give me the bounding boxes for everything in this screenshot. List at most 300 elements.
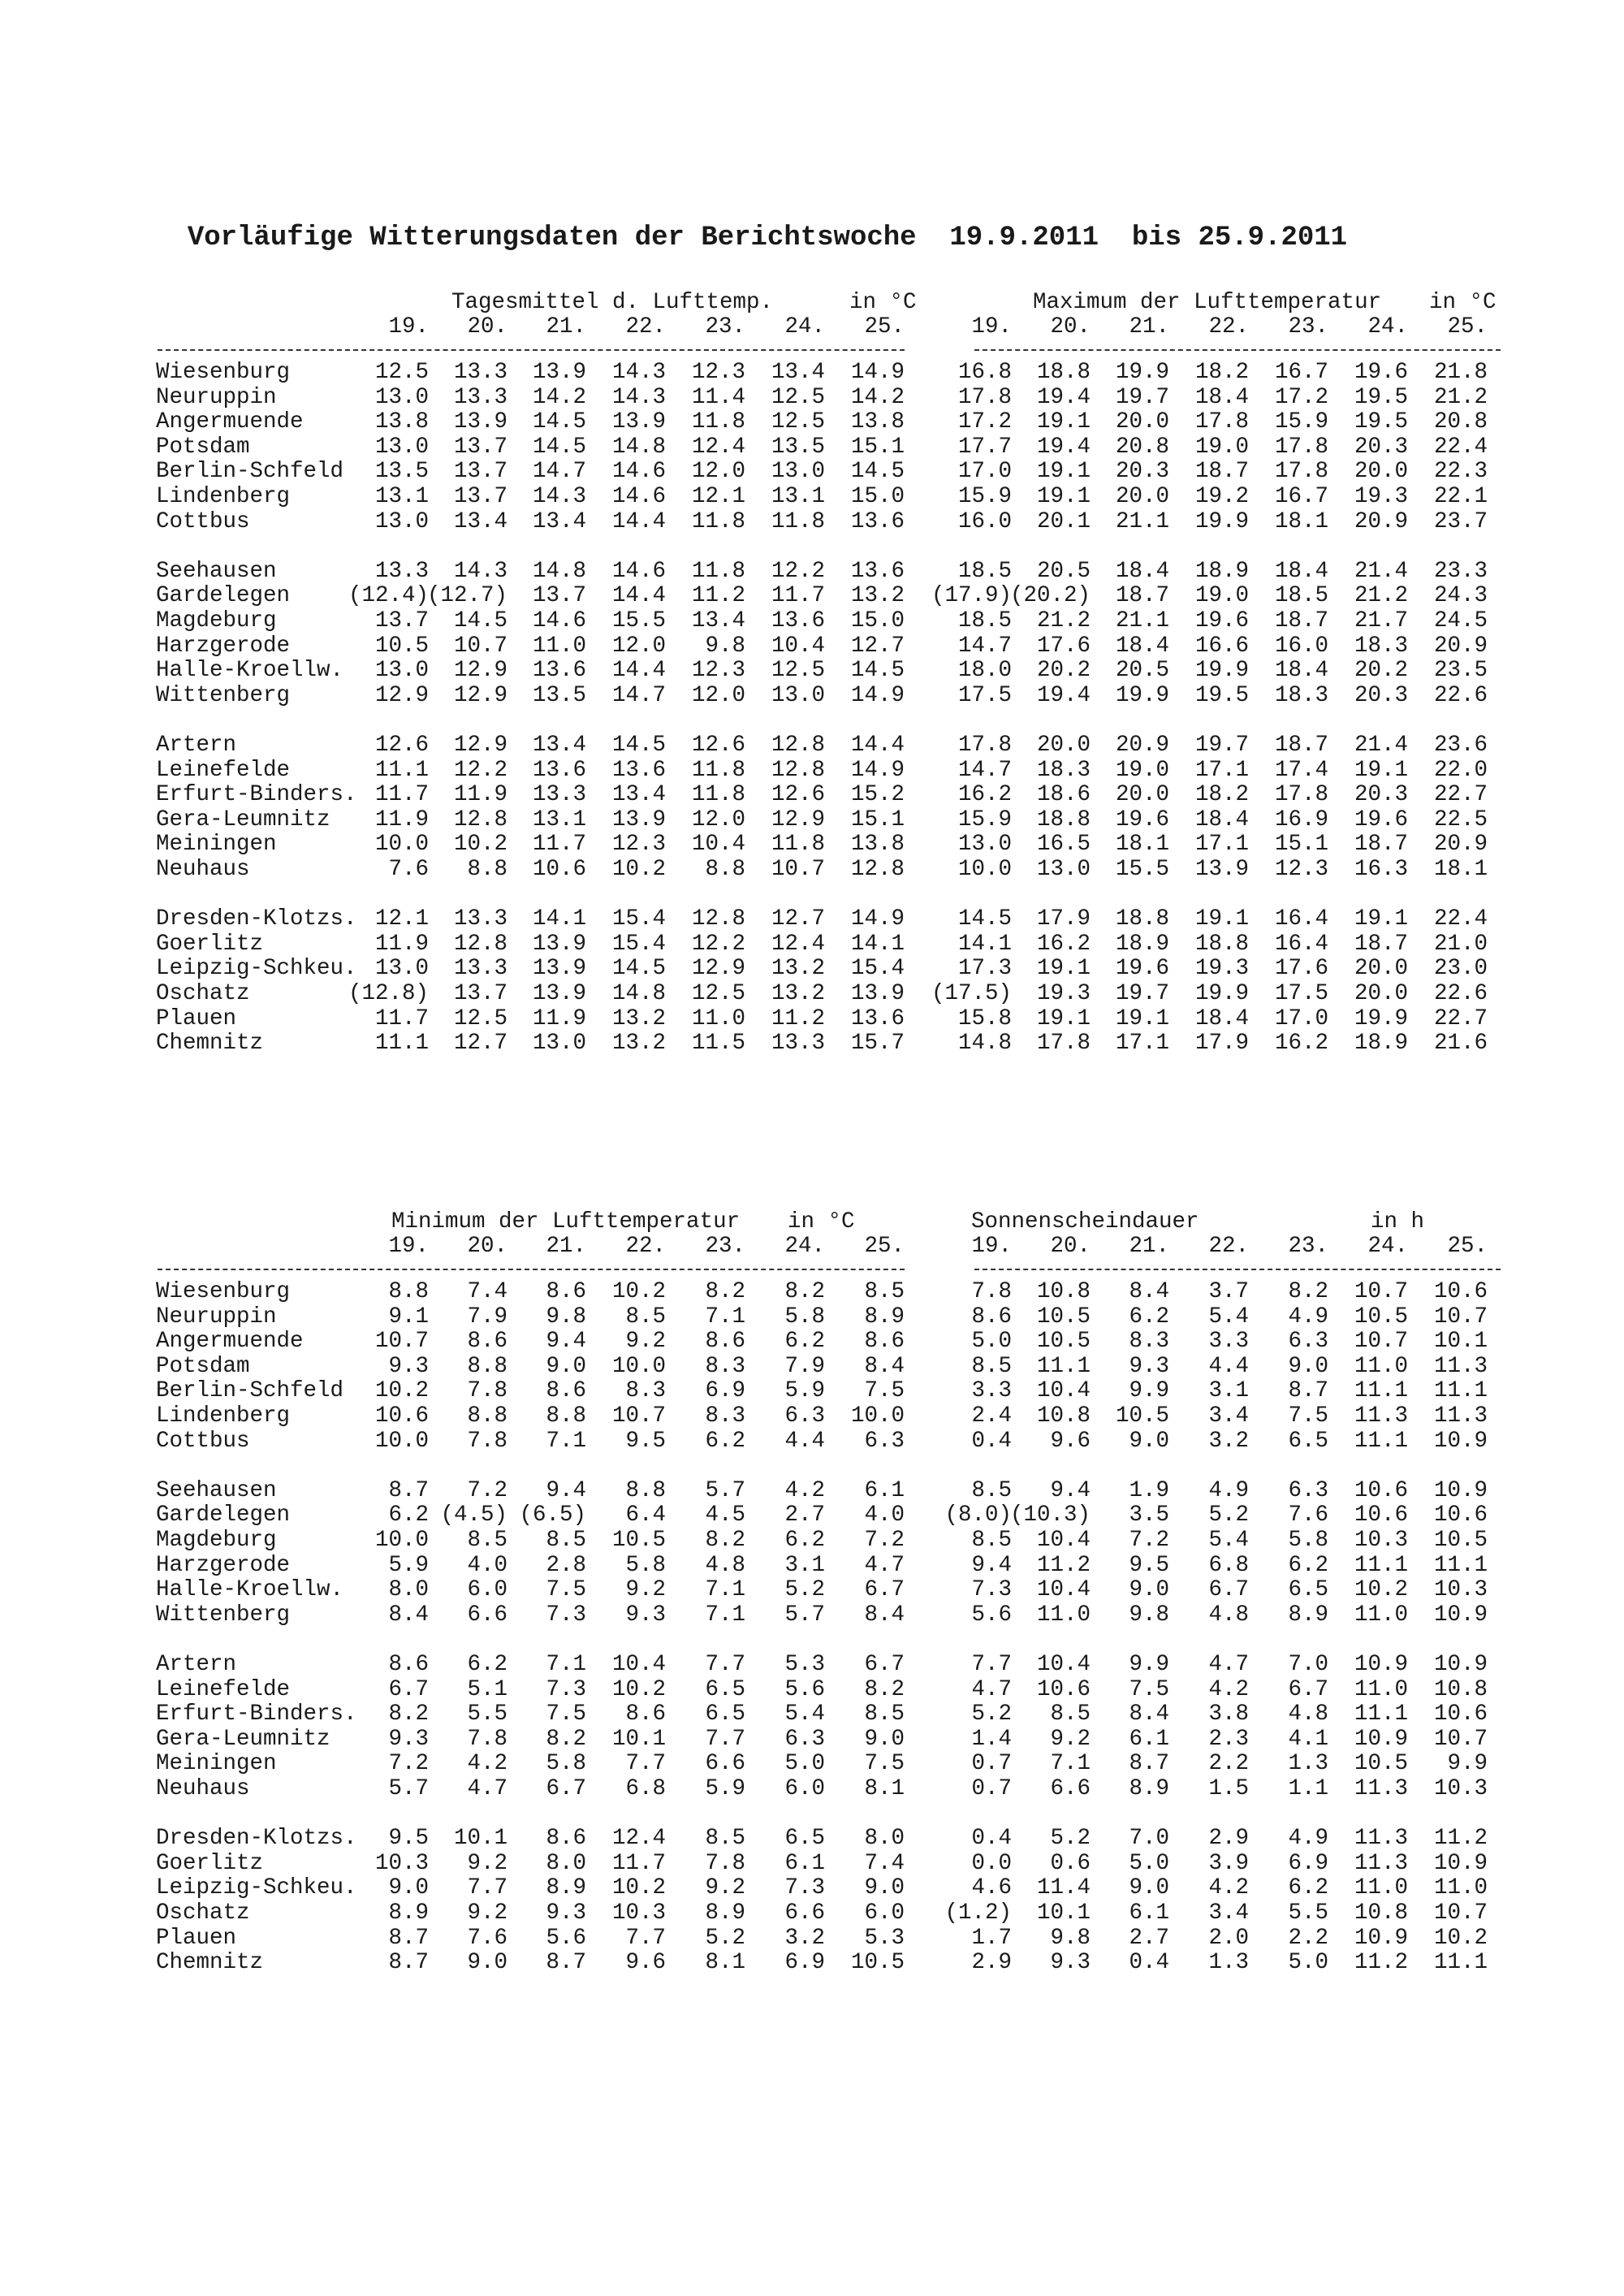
- value-cell: 9.3: [388, 1353, 429, 1379]
- station-name: Halle-Kroellw.: [156, 1577, 344, 1603]
- value-cell: 8.2: [1288, 1279, 1328, 1304]
- station-name: Gardelegen: [156, 583, 291, 609]
- value-cell: 6.2: [784, 1528, 825, 1553]
- value-cell: 10.1: [453, 1826, 508, 1852]
- value-cell: 11.3: [1433, 1353, 1488, 1379]
- value-cell: 11.9: [453, 782, 508, 808]
- value-cell: 5.6: [971, 1602, 1012, 1628]
- value-cell: 4.2: [1208, 1676, 1249, 1702]
- table-row: [0, 1554, 1624, 1578]
- value-cell: 12.0: [691, 682, 745, 708]
- value-cell: 22.3: [1433, 459, 1488, 485]
- value-cell: 14.5: [850, 459, 905, 485]
- value-cell: 6.2: [705, 1428, 745, 1454]
- value-cell: 10.5: [850, 1950, 905, 1976]
- value-cell: 11.5: [691, 1031, 745, 1057]
- value-cell: 6.5: [784, 1826, 825, 1852]
- value-cell: 11.8: [691, 508, 745, 534]
- value-cell: 10.9: [1354, 1726, 1408, 1752]
- table-row: [0, 783, 1624, 807]
- table-row: [0, 560, 1624, 584]
- value-cell: 7.4: [467, 1279, 508, 1304]
- value-cell: 9.0: [1129, 1577, 1169, 1603]
- value-cell: 8.5: [1050, 1701, 1091, 1727]
- left-section-title: Minimum der Lufttemperatur: [391, 1209, 741, 1234]
- value-cell: 19.4: [1036, 682, 1091, 708]
- value-cell: 8.6: [864, 1329, 905, 1355]
- table-row: [0, 1752, 1624, 1776]
- value-cell: 5.7: [784, 1602, 825, 1628]
- value-cell: 17.8: [1274, 459, 1328, 485]
- day-label: 20.: [1050, 314, 1091, 339]
- right-section-unit: in °C: [1429, 290, 1497, 315]
- value-cell: 4.2: [467, 1751, 508, 1777]
- value-cell: 11.3: [1433, 1403, 1488, 1429]
- value-cell: 4.4: [1208, 1353, 1249, 1379]
- value-cell: 20.1: [1036, 508, 1091, 534]
- value-cell: 3.1: [784, 1552, 825, 1578]
- value-cell: 12.2: [771, 558, 825, 584]
- value-cell: 10.4: [1036, 1652, 1091, 1677]
- value-cell: 1.9: [1129, 1477, 1169, 1503]
- value-cell: 2.0: [1208, 1925, 1249, 1951]
- value-cell: 12.1: [691, 484, 745, 509]
- value-cell: 21.2: [1354, 583, 1408, 609]
- value-cell: 7.7: [705, 1726, 745, 1752]
- table-row: [0, 957, 1624, 981]
- value-cell: 6.8: [625, 1776, 666, 1801]
- value-cell: 8.1: [705, 1950, 745, 1976]
- value-cell: 10.2: [611, 1279, 666, 1304]
- value-cell: 12.7: [850, 633, 905, 659]
- value-cell: 6.9: [1288, 1850, 1328, 1876]
- table-row: [0, 907, 1624, 932]
- value-cell: 3.3: [971, 1378, 1012, 1404]
- value-cell: 11.8: [691, 757, 745, 783]
- value-cell: 22.4: [1433, 906, 1488, 932]
- day-label: 21.: [1129, 1234, 1169, 1259]
- value-cell: 3.1: [1208, 1378, 1249, 1404]
- value-cell: 14.9: [850, 906, 905, 932]
- station-name: Angermuende: [156, 409, 304, 435]
- value-cell: 13.5: [532, 682, 586, 708]
- value-cell: 10.9: [1433, 1477, 1488, 1503]
- value-cell: 20.5: [1115, 658, 1169, 684]
- value-cell: 18.4: [1194, 384, 1249, 410]
- value-cell: 11.0: [691, 1005, 745, 1031]
- value-cell: 5.9: [705, 1776, 745, 1801]
- value-cell: 3.5: [1129, 1503, 1169, 1529]
- station-name: Lindenberg: [156, 1403, 291, 1429]
- value-cell: 8.6: [388, 1652, 429, 1677]
- value-cell: 9.4: [546, 1329, 586, 1355]
- value-cell: 2.3: [1208, 1726, 1249, 1752]
- value-cell: 11.4: [691, 384, 745, 410]
- value-cell: 14.9: [850, 682, 905, 708]
- value-cell: 20.0: [1354, 459, 1408, 485]
- value-cell: 8.8: [467, 1353, 508, 1379]
- value-cell: 10.3: [611, 1900, 666, 1926]
- table-row: [0, 1280, 1624, 1304]
- value-cell: 7.9: [784, 1353, 825, 1379]
- value-cell: 8.9: [705, 1900, 745, 1926]
- value-cell: 10.2: [1433, 1925, 1488, 1951]
- value-cell: 8.0: [388, 1577, 429, 1603]
- value-cell: 19.9: [1194, 508, 1249, 534]
- value-cell: 10.7: [1354, 1279, 1408, 1304]
- value-cell: 10.8: [1036, 1279, 1091, 1304]
- value-cell: 8.5: [864, 1701, 905, 1727]
- value-cell: 13.6: [532, 757, 586, 783]
- value-cell: 8.2: [388, 1701, 429, 1727]
- value-cell: 20.5: [1036, 558, 1091, 584]
- table-row: [0, 684, 1624, 708]
- value-cell: 18.4: [1274, 558, 1328, 584]
- value-cell: 19.1: [1036, 956, 1091, 982]
- value-cell: 18.9: [1354, 1031, 1408, 1057]
- value-cell: 14.1: [850, 931, 905, 957]
- value-cell: 17.4: [1274, 757, 1328, 783]
- value-cell: 12.3: [611, 832, 666, 858]
- value-cell: 16.5: [1036, 832, 1091, 858]
- value-cell: 8.5: [467, 1528, 508, 1553]
- value-cell: 10.5: [1115, 1403, 1169, 1429]
- value-cell: 7.7: [467, 1875, 508, 1901]
- value-cell: 8.9: [388, 1900, 429, 1926]
- table-row: [0, 1429, 1624, 1454]
- value-cell: 17.6: [1036, 633, 1091, 659]
- value-cell: 5.0: [784, 1751, 825, 1777]
- station-name: Meiningen: [156, 832, 277, 858]
- value-cell: 3.4: [1208, 1900, 1249, 1926]
- value-cell: 0.7: [971, 1751, 1012, 1777]
- value-cell: 14.5: [532, 409, 586, 435]
- value-cell: 3.7: [1208, 1279, 1249, 1304]
- station-name: Goerlitz: [156, 1850, 264, 1876]
- value-cell: 12.8: [453, 806, 508, 832]
- station-name: Wiesenburg: [156, 1279, 291, 1304]
- value-cell: 4.9: [1288, 1304, 1328, 1330]
- value-cell: 14.7: [957, 633, 1012, 659]
- value-cell: 9.2: [705, 1875, 745, 1901]
- station-name: Plauen: [156, 1925, 237, 1951]
- day-label: 23.: [1288, 1234, 1328, 1259]
- station-name: Oschatz: [156, 981, 250, 1006]
- station-name: Chemnitz: [156, 1031, 264, 1057]
- value-cell: 13.3: [771, 1031, 825, 1057]
- value-cell: 19.1: [1354, 757, 1408, 783]
- station-name: Oschatz: [156, 1900, 250, 1926]
- value-cell: 6.7: [1208, 1577, 1249, 1603]
- value-cell: 13.3: [453, 956, 508, 982]
- value-cell: 7.7: [705, 1652, 745, 1677]
- value-cell: 18.1: [1115, 832, 1169, 858]
- table-row: [0, 1007, 1624, 1031]
- day-label: 25.: [864, 1234, 905, 1259]
- value-cell: 10.5: [611, 1528, 666, 1553]
- value-cell: 6.7: [546, 1776, 586, 1801]
- value-cell: 9.0: [388, 1875, 429, 1901]
- value-cell: 11.0: [532, 633, 586, 659]
- value-cell: 5.8: [546, 1751, 586, 1777]
- value-cell: 11.7: [374, 782, 429, 808]
- table-row: [0, 1727, 1624, 1752]
- value-cell: 12.6: [374, 733, 429, 758]
- value-cell: 19.4: [1036, 434, 1091, 460]
- station-name: Wiesenburg: [156, 360, 291, 385]
- value-cell: 11.8: [691, 782, 745, 808]
- value-cell: 10.4: [1036, 1577, 1091, 1603]
- table-row: [0, 584, 1624, 608]
- value-cell: 19.1: [1036, 459, 1091, 485]
- value-cell: 7.5: [1288, 1403, 1328, 1429]
- value-cell: 21.4: [1354, 558, 1408, 584]
- table-row: [0, 733, 1624, 758]
- value-cell: (10.3): [1009, 1503, 1091, 1529]
- value-cell: 18.7: [1194, 459, 1249, 485]
- value-cell: 8.9: [1288, 1602, 1328, 1628]
- value-cell: 8.4: [864, 1602, 905, 1628]
- value-cell: 10.2: [611, 1875, 666, 1901]
- value-cell: 13.9: [611, 806, 666, 832]
- value-cell: 5.9: [784, 1378, 825, 1404]
- value-cell: 11.0: [1354, 1353, 1408, 1379]
- value-cell: 10.0: [374, 1428, 429, 1454]
- value-cell: 11.2: [1036, 1552, 1091, 1578]
- day-label: 25.: [864, 314, 905, 339]
- value-cell: 2.4: [971, 1403, 1012, 1429]
- table-row: [0, 759, 1624, 783]
- value-cell: 18.6: [1036, 782, 1091, 808]
- value-cell: 5.5: [467, 1701, 508, 1727]
- value-cell: 12.3: [691, 360, 745, 385]
- value-cell: 10.9: [1354, 1925, 1408, 1951]
- value-cell: 12.5: [374, 360, 429, 385]
- station-name: Erfurt-Binders.: [156, 782, 357, 808]
- value-cell: 8.6: [625, 1701, 666, 1727]
- value-cell: 12.4: [611, 1826, 666, 1852]
- value-cell: 9.9: [1129, 1378, 1169, 1404]
- value-cell: 17.2: [1274, 384, 1328, 410]
- table-row: [0, 858, 1624, 882]
- value-cell: 1.3: [1208, 1950, 1249, 1976]
- table-row: [0, 1529, 1624, 1553]
- value-cell: 14.5: [611, 956, 666, 982]
- value-cell: 8.8: [546, 1403, 586, 1429]
- value-cell: 8.3: [705, 1403, 745, 1429]
- table-row: [0, 1777, 1624, 1801]
- value-cell: 10.6: [1433, 1701, 1488, 1727]
- station-name: Neuruppin: [156, 384, 277, 410]
- value-cell: 11.7: [374, 1005, 429, 1031]
- value-cell: 9.9: [1129, 1652, 1169, 1677]
- value-cell: 10.8: [1354, 1900, 1408, 1926]
- right-section-title: Maximum der Lufttemperatur: [1033, 290, 1382, 315]
- value-cell: 15.7: [850, 1031, 905, 1057]
- title-text: Vorläufige Witterungsdaten der Berichtswoche: [187, 223, 917, 253]
- value-cell: 7.3: [546, 1676, 586, 1702]
- value-cell: 10.0: [957, 857, 1012, 882]
- value-cell: 10.2: [611, 857, 666, 882]
- day-label: 22.: [1208, 1234, 1249, 1259]
- value-cell: 12.8: [453, 931, 508, 957]
- value-cell: 19.1: [1354, 906, 1408, 932]
- value-cell: 11.1: [374, 1031, 429, 1057]
- value-cell: 19.9: [1194, 658, 1249, 684]
- value-cell: 18.3: [1274, 682, 1328, 708]
- value-cell: 14.6: [611, 558, 666, 584]
- value-cell: 19.1: [1036, 1005, 1091, 1031]
- value-cell: 19.6: [1354, 806, 1408, 832]
- value-cell: 11.1: [374, 757, 429, 783]
- table-row: [0, 1031, 1624, 1056]
- value-cell: 5.8: [784, 1304, 825, 1330]
- value-cell: 8.6: [467, 1329, 508, 1355]
- value-cell: 11.9: [374, 806, 429, 832]
- value-cell: 3.3: [1208, 1329, 1249, 1355]
- value-cell: 19.6: [1115, 956, 1169, 982]
- value-cell: 18.7: [1354, 832, 1408, 858]
- value-cell: 8.0: [546, 1850, 586, 1876]
- day-label: 23.: [1288, 314, 1328, 339]
- station-name: Leipzig-Schkeu.: [156, 1875, 357, 1901]
- station-name: Leipzig-Schkeu.: [156, 956, 357, 982]
- value-cell: 18.2: [1194, 782, 1249, 808]
- value-cell: 18.7: [1354, 931, 1408, 957]
- value-cell: 0.4: [971, 1826, 1012, 1852]
- value-cell: 8.5: [971, 1353, 1012, 1379]
- value-cell: 13.0: [374, 434, 429, 460]
- value-cell: 10.6: [1433, 1279, 1488, 1304]
- day-label: 23.: [705, 1234, 745, 1259]
- value-cell: 19.9: [1194, 981, 1249, 1006]
- value-cell: 21.0: [1433, 931, 1488, 957]
- value-cell: 15.9: [957, 806, 1012, 832]
- value-cell: 8.9: [546, 1875, 586, 1901]
- value-cell: 8.2: [864, 1676, 905, 1702]
- value-cell: 6.5: [1288, 1428, 1328, 1454]
- value-cell: 13.6: [611, 757, 666, 783]
- value-cell: 5.3: [864, 1925, 905, 1951]
- value-cell: 17.0: [1274, 1005, 1328, 1031]
- value-cell: 8.5: [546, 1528, 586, 1553]
- value-cell: 20.9: [1433, 633, 1488, 659]
- value-cell: 1.3: [1288, 1751, 1328, 1777]
- value-cell: 9.5: [388, 1826, 429, 1852]
- value-cell: 17.5: [957, 682, 1012, 708]
- table-row: [0, 361, 1624, 385]
- value-cell: 13.4: [532, 733, 586, 758]
- value-cell: 8.4: [864, 1353, 905, 1379]
- value-cell: 12.2: [691, 931, 745, 957]
- value-cell: 7.5: [546, 1577, 586, 1603]
- table-row: [0, 1901, 1624, 1926]
- value-cell: 5.2: [1208, 1503, 1249, 1529]
- value-cell: 5.8: [625, 1552, 666, 1578]
- station-name: Magdeburg: [156, 1528, 277, 1553]
- day-label: 25.: [1447, 1234, 1488, 1259]
- value-cell: 12.1: [374, 906, 429, 932]
- value-cell: 7.5: [864, 1378, 905, 1404]
- value-cell: 19.0: [1194, 434, 1249, 460]
- value-cell: 7.9: [467, 1304, 508, 1330]
- value-cell: 12.9: [453, 733, 508, 758]
- value-cell: 12.0: [611, 633, 666, 659]
- value-cell: 13.3: [453, 384, 508, 410]
- value-cell: 2.8: [546, 1552, 586, 1578]
- separator-left: [158, 1269, 905, 1270]
- value-cell: 13.2: [850, 583, 905, 609]
- value-cell: 9.0: [546, 1353, 586, 1379]
- value-cell: 13.6: [771, 608, 825, 633]
- value-cell: 19.0: [1115, 757, 1169, 783]
- value-cell: 11.1: [1354, 1701, 1408, 1727]
- value-cell: 13.6: [850, 1005, 905, 1031]
- value-cell: 17.9: [1036, 906, 1091, 932]
- value-cell: 20.0: [1115, 409, 1169, 435]
- value-cell: 15.0: [850, 484, 905, 509]
- value-cell: 12.8: [771, 757, 825, 783]
- value-cell: 0.4: [1129, 1950, 1169, 1976]
- value-cell: 18.7: [1115, 583, 1169, 609]
- value-cell: 10.5: [1354, 1751, 1408, 1777]
- value-cell: 7.8: [467, 1428, 508, 1454]
- value-cell: 24.3: [1433, 583, 1488, 609]
- value-cell: 15.1: [850, 434, 905, 460]
- value-cell: 9.9: [1447, 1751, 1488, 1777]
- value-cell: 13.0: [374, 658, 429, 684]
- day-label: 24.: [1367, 1234, 1408, 1259]
- value-cell: 20.9: [1433, 832, 1488, 858]
- value-cell: 10.7: [453, 633, 508, 659]
- value-cell: 10.9: [1433, 1602, 1488, 1628]
- value-cell: 0.7: [971, 1776, 1012, 1801]
- station-name: Chemnitz: [156, 1950, 264, 1976]
- value-cell: 8.4: [1129, 1279, 1169, 1304]
- left-section-unit: in °C: [849, 290, 917, 315]
- value-cell: 10.9: [1433, 1850, 1488, 1876]
- value-cell: 21.4: [1354, 733, 1408, 758]
- table-row: [0, 410, 1624, 435]
- value-cell: 11.8: [691, 558, 745, 584]
- table-row: [0, 1330, 1624, 1354]
- value-cell: 13.4: [453, 508, 508, 534]
- value-cell: 9.2: [1050, 1726, 1091, 1752]
- value-cell: 6.0: [467, 1577, 508, 1603]
- value-cell: 11.9: [532, 1005, 586, 1031]
- value-cell: 7.5: [864, 1751, 905, 1777]
- value-cell: 17.0: [957, 459, 1012, 485]
- value-cell: 9.5: [1129, 1552, 1169, 1578]
- value-cell: 7.5: [1129, 1676, 1169, 1702]
- value-cell: 17.9: [1194, 1031, 1249, 1057]
- value-cell: 4.2: [1208, 1875, 1249, 1901]
- value-cell: 11.8: [771, 508, 825, 534]
- value-cell: 9.2: [467, 1900, 508, 1926]
- value-cell: 11.4: [1036, 1875, 1091, 1901]
- value-cell: 9.2: [467, 1850, 508, 1876]
- station-name: Seehausen: [156, 558, 277, 584]
- value-cell: 8.8: [467, 857, 508, 882]
- value-cell: 10.4: [1036, 1528, 1091, 1553]
- value-cell: 14.8: [611, 434, 666, 460]
- value-cell: 13.4: [771, 360, 825, 385]
- value-cell: 6.3: [1288, 1329, 1328, 1355]
- value-cell: 22.6: [1433, 981, 1488, 1006]
- value-cell: 10.3: [374, 1850, 429, 1876]
- value-cell: 12.6: [771, 782, 825, 808]
- value-cell: 20.3: [1354, 434, 1408, 460]
